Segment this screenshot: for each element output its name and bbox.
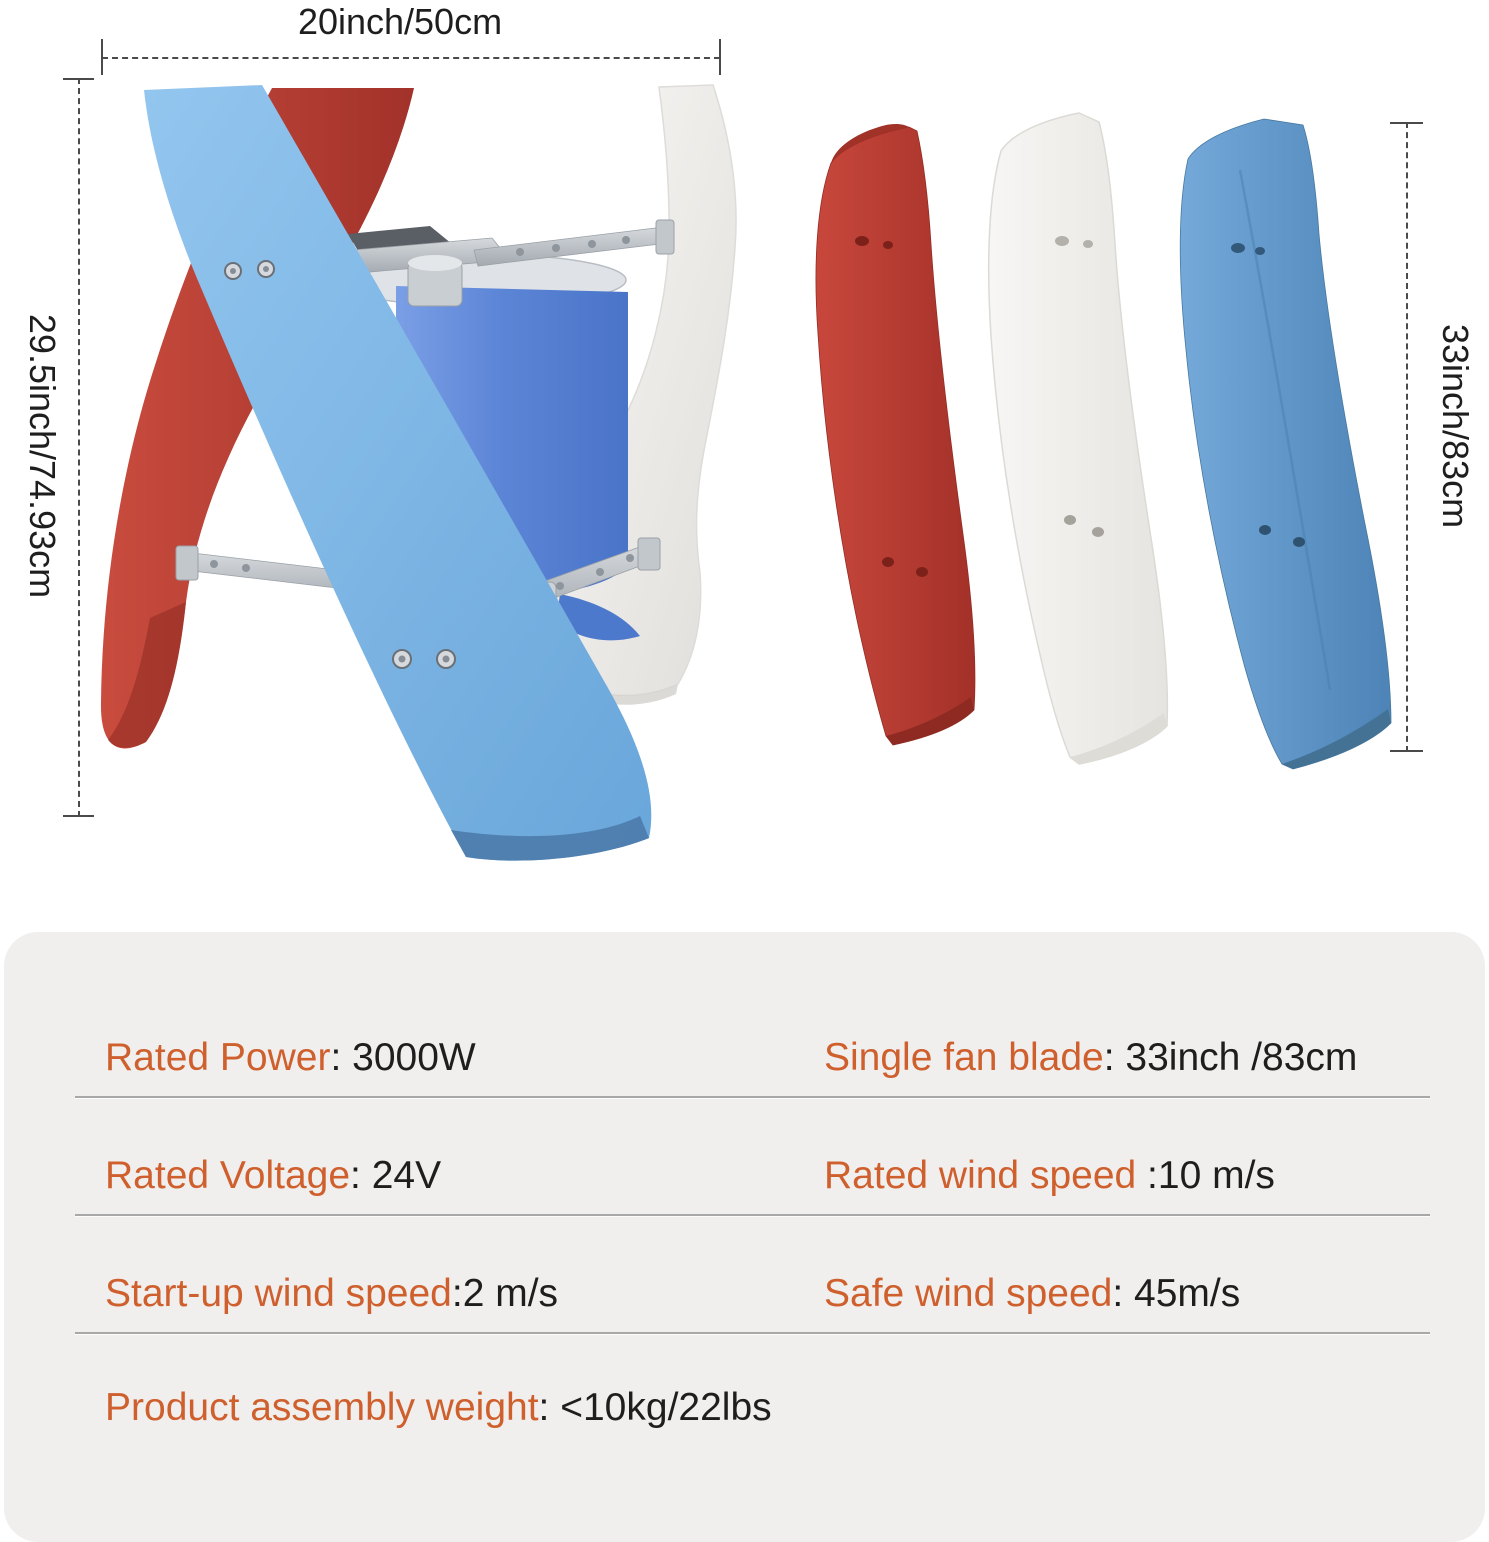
spec-rated-power bbox=[105, 1034, 476, 1082]
spec-divider-3 bbox=[75, 1332, 1430, 1334]
spare-blade-red bbox=[816, 124, 975, 745]
spec-safe-wind-speed-value: : 45m/s bbox=[1112, 1272, 1241, 1315]
spec-rated-wind-speed-label: Rated wind speed bbox=[824, 1154, 1137, 1197]
spec-single-fan-blade-value: : 33inch /83cm bbox=[1103, 1036, 1358, 1079]
spec-divider-1 bbox=[75, 1096, 1430, 1098]
spec-single-fan-blade bbox=[824, 1034, 1357, 1082]
spec-panel bbox=[4, 932, 1485, 1542]
spec-rated-wind-speed bbox=[824, 1152, 1275, 1200]
spec-safe-wind-speed bbox=[824, 1270, 1240, 1318]
turbine-assembly bbox=[101, 85, 736, 861]
spec-assembly-weight-label: Product assembly weight bbox=[105, 1386, 539, 1429]
spec-rated-power-label: Rated Power bbox=[105, 1036, 331, 1079]
spec-rated-power-value: : 3000W bbox=[330, 1036, 476, 1079]
spec-rated-voltage-value: : 24V bbox=[350, 1154, 442, 1197]
dimension-right-blade-label: 33inch/83cm bbox=[1435, 323, 1476, 529]
spec-assembly-weight bbox=[105, 1384, 772, 1432]
spare-blade-blue bbox=[1180, 119, 1391, 769]
spec-startup-wind-speed-label: Start-up wind speed bbox=[105, 1272, 452, 1315]
dimension-left-height-label: 29.5inch/74.93cm bbox=[22, 313, 63, 599]
spare-blade-white bbox=[989, 113, 1168, 764]
spec-startup-wind-speed bbox=[105, 1270, 558, 1318]
spec-rated-voltage-label: Rated Voltage bbox=[105, 1154, 351, 1197]
spec-rated-voltage bbox=[105, 1152, 441, 1200]
dimension-top-width-label: 20inch/50cm bbox=[297, 1, 503, 42]
spec-assembly-weight-value: : <10kg/22lbs bbox=[538, 1386, 772, 1429]
spec-single-fan-blade-label: Single fan blade bbox=[824, 1036, 1104, 1079]
spec-rated-wind-speed-value: :10 m/s bbox=[1136, 1154, 1275, 1197]
spec-divider-2 bbox=[75, 1214, 1430, 1216]
spec-safe-wind-speed-label: Safe wind speed bbox=[824, 1272, 1113, 1315]
spec-startup-wind-speed-value: :2 m/s bbox=[451, 1272, 559, 1315]
